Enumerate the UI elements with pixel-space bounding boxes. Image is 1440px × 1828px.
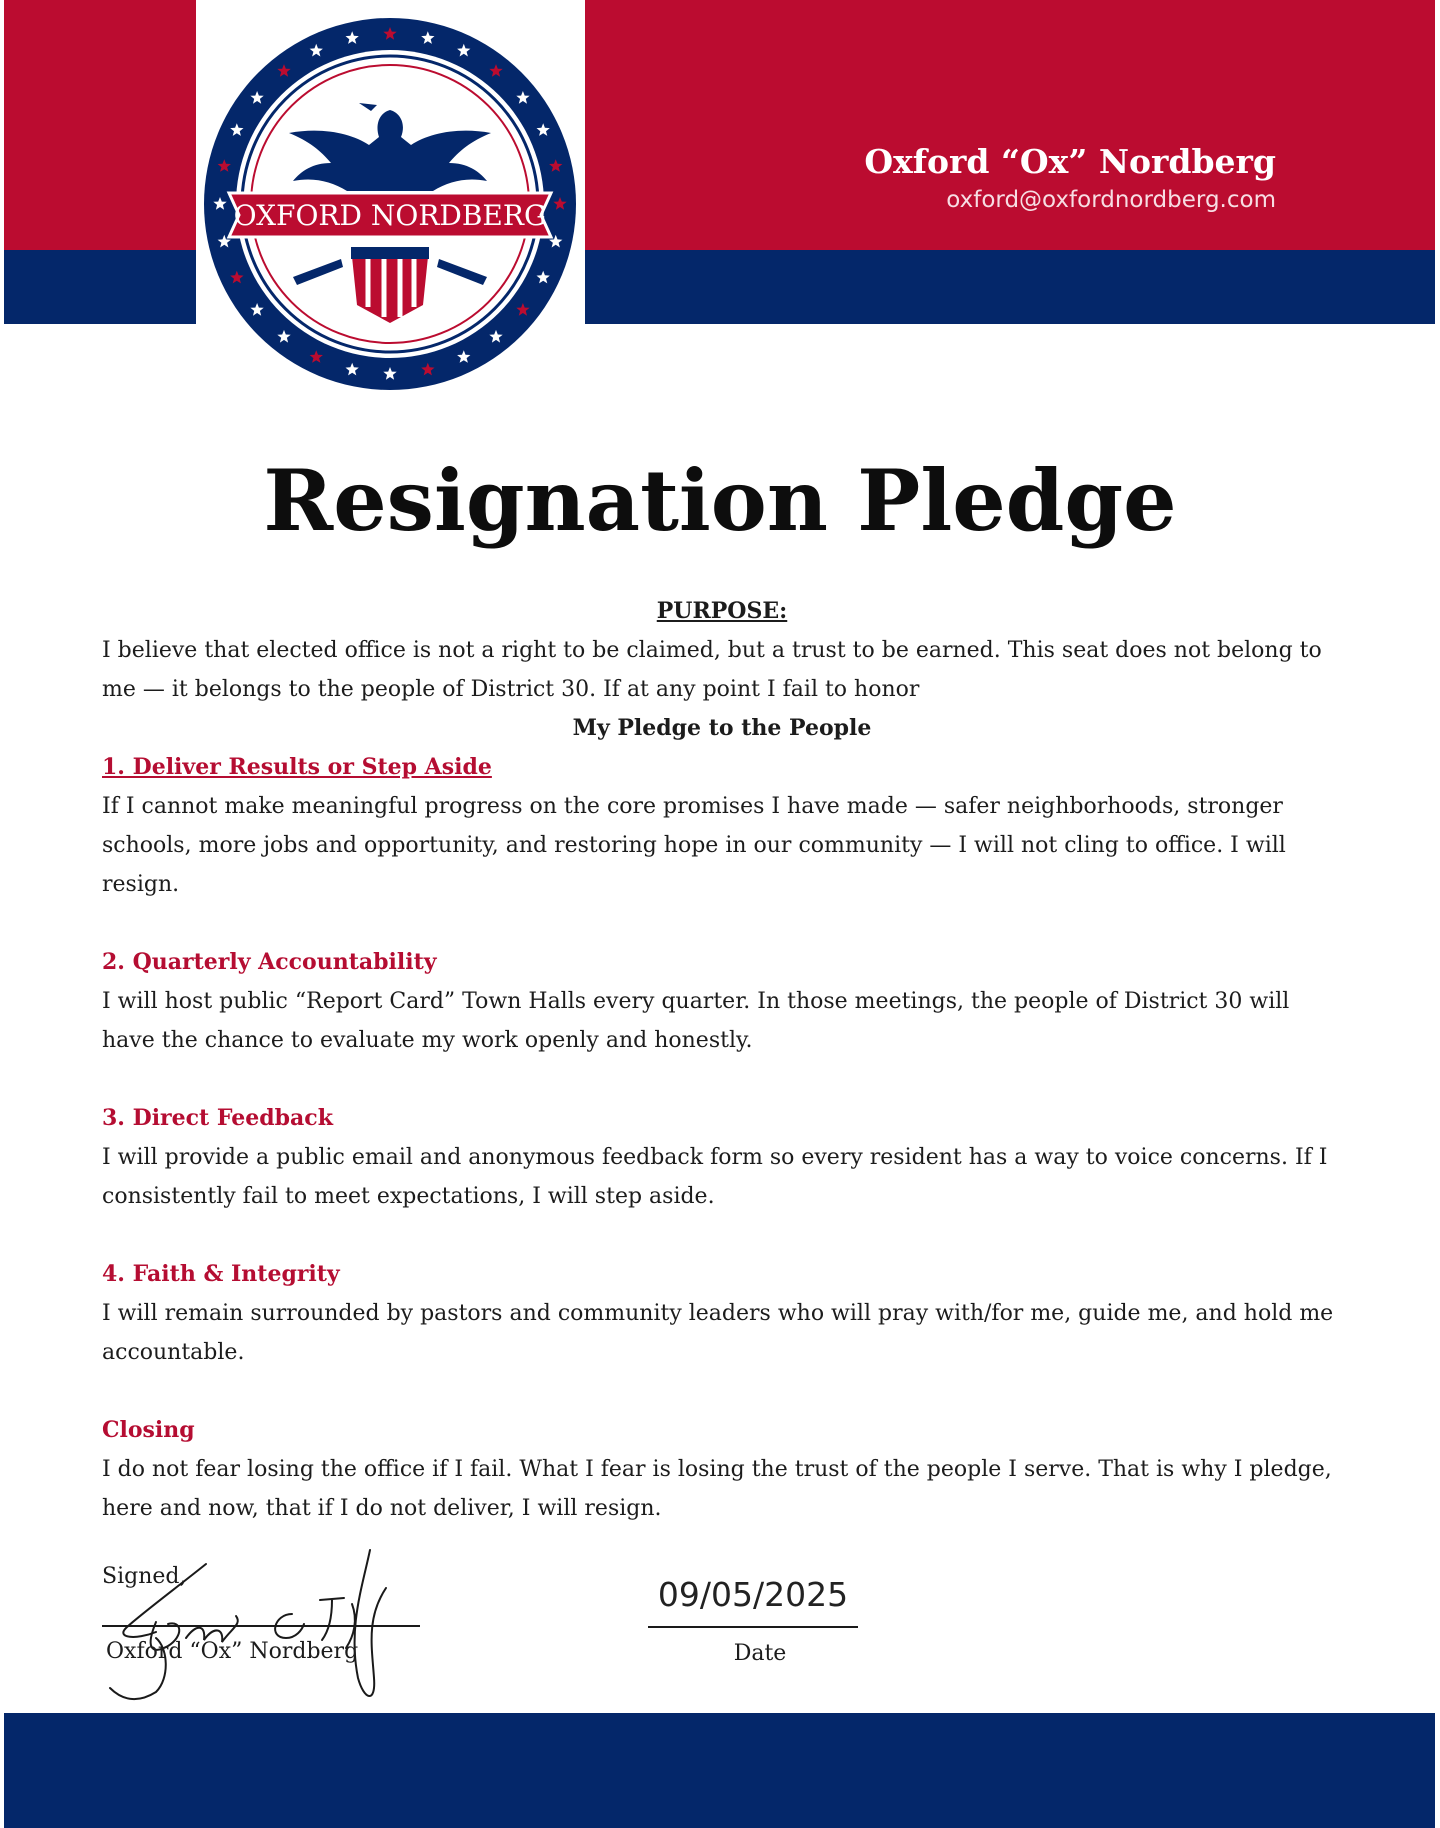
eagle-seal-icon <box>201 15 579 393</box>
section-body-quarterly-accountability: I will host public “Report Card” Town Halls every quarter. In those meetings, the people of District 30 will have the chance to evaluate my work openly and honestly. <box>102 989 1290 1053</box>
section-heading-closing: Closing <box>102 1417 195 1443</box>
document-body <box>102 592 1342 1528</box>
logo <box>196 0 585 400</box>
section-heading-deliver-results: 1. Deliver Results or Step Aside <box>102 754 492 780</box>
date-label: Date <box>733 1641 787 1666</box>
section-body-deliver-results: If I cannot make meaningful progress on the core promises I have made — safer neighborhoods, stronger schools, more jobs and opportunity, and restoring hope in our community — I will not cling to office. I will resign. <box>102 794 1286 897</box>
date-value: 09/05/2025 <box>657 1575 849 1614</box>
section-heading-quarterly-accountability: 2. Quarterly Accountability <box>102 949 437 975</box>
header-band-navy-right <box>585 250 1435 324</box>
header-band-red-left <box>4 0 196 250</box>
header-candidate-name: Oxford “Ox” Nordberg <box>864 142 1276 181</box>
section-body-faith-integrity: I will remain surrounded by pastors and community leaders who will pray with/for me, guide me, and hold me accountable. <box>102 1301 1334 1365</box>
header-email: oxford@oxfordnordberg.com <box>946 187 1276 213</box>
header-band-navy-left <box>4 250 196 324</box>
purpose-text: I believe that elected office is not a right to be claimed, but a trust to be earned. This seat does not belong to me — it belongs to the people of District 30. If at any point I fail to honor <box>102 638 1322 702</box>
section-heading-faith-integrity: 4. Faith & Integrity <box>102 1261 340 1287</box>
handwritten-signature <box>96 1528 436 1718</box>
section-body-direct-feedback: I will provide a public email and anonymous feedback form so every resident has a way to voice concerns. If I consistently fail to meet expectations, I will step aside. <box>102 1145 1328 1209</box>
page-title: Resignation Pledge <box>263 451 1177 550</box>
signed-label: Signed, <box>102 1564 187 1589</box>
footer-band <box>4 1713 1435 1828</box>
signer-name: Oxford “Ox” Nordberg <box>106 1639 359 1664</box>
pledge-heading: My Pledge to the People <box>572 715 872 741</box>
section-heading-direct-feedback: 3. Direct Feedback <box>102 1105 333 1131</box>
logo-banner-text: OXFORD NORDBERG <box>233 199 547 232</box>
section-body-closing: I do not fear losing the office if I fail. What I fear is losing the trust of the people I serve. That is why I pledge, here and now, that if I do not deliver, I will resign. <box>102 1457 1332 1521</box>
date-line <box>648 1626 858 1628</box>
signature-line <box>102 1625 420 1627</box>
purpose-label: PURPOSE: <box>656 598 788 624</box>
